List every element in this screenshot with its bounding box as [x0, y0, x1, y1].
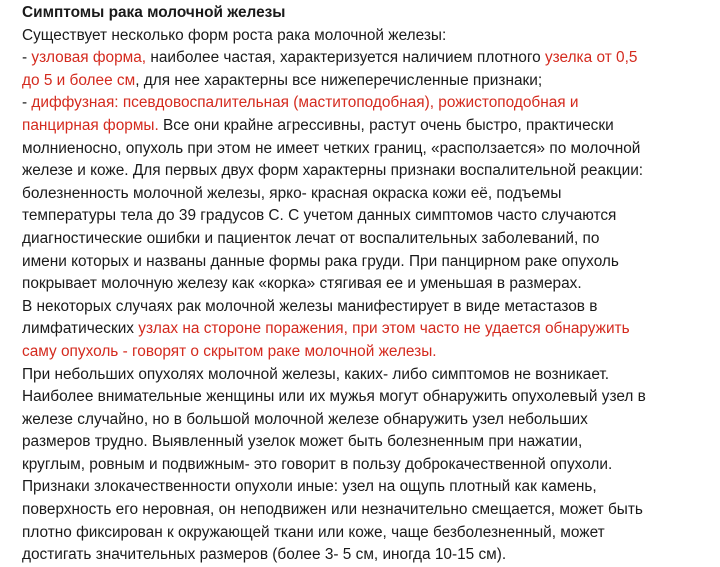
text-line: железе случайно, но в большой молочной железе обнаружить узел небольших — [22, 410, 588, 428]
diffuse-form-line-2 — [22, 115, 712, 138]
document-page — [22, 2, 712, 567]
nodular-form-line-1 — [22, 47, 712, 70]
text-line: В некоторых случаях рак молочной железы манифестирует в виде метастазов в — [22, 297, 598, 315]
diffuse-form-line-1 — [22, 92, 712, 115]
text-line: температуры тела до 39 градусов С. С учетом данных симптомов часто случаются — [22, 207, 617, 225]
text-segment: наиболее частая, характеризуется наличием плотного — [146, 49, 545, 67]
text-line: достигать значительных размеров (более 3- 5 см, иногда 10-15 см). — [22, 546, 507, 564]
text-line: Наиболее внимательные женщины или их мужья могут обнаружить опухолевый узел в — [22, 388, 646, 406]
text-line: При небольших опухолях молочной железы, каких- либо симптомов не возникает. — [22, 365, 609, 383]
text-line: молниеносно, опухоль при этом не имеет четких границ, «расползается» по молочной — [22, 139, 641, 157]
highlight-nodular-form: узловая форма, — [31, 49, 147, 67]
bullet-dash: - — [22, 94, 32, 112]
text-line: плотно фиксирован к окружающей ткани или коже, чаще безболезненный, может — [22, 523, 605, 541]
highlight-nodule-size: узелка от 0,5 — [544, 49, 638, 67]
text-line: круглым, ровным и подвижным- это говорит в пользу доброкачественной опухоли. — [22, 455, 613, 473]
text-line: размеров трудно. Выявленный узелок может быть болезненным при нажатии, — [22, 433, 583, 451]
text-segment: лимфатических — [22, 320, 139, 338]
highlight-armor-form: панцирная формы. — [22, 116, 159, 134]
metastasis-line — [22, 318, 712, 341]
text-line: покрывает молочную железу как «корка» стягивая ее и уменьшая в размерах. — [22, 275, 582, 293]
highlight-hidden-cancer: саму опухоль - говорят о скрытом раке молочной железы. — [22, 342, 437, 360]
highlight-nodule-size-end: до 5 и более см — [22, 71, 136, 89]
text-line: железе и коже. Для первых двух форм характерны признаки воспалительной реакции: — [22, 162, 644, 180]
highlight-diffuse-form: диффузная: псевдовоспалительная (маститоподобная), рожистоподобная и — [31, 94, 579, 112]
highlight-lymph-nodes: узлах на стороне поражения, при этом часто не удается обнаружить — [138, 320, 630, 338]
text-line: диагностические ошибки и пациенток лечат от воспалительных заболеваний, по — [22, 229, 600, 247]
text-line: имени которых и названы данные формы рака груди. При панцирном раке опухоль — [22, 252, 619, 270]
text-segment: Все они крайне агрессивны, растут очень быстро, практически — [158, 116, 614, 134]
text-line: Признаки злокачественности опухоли иные: узел на ощупь плотный как камень, — [22, 478, 597, 496]
document-title: Симптомы рака молочной железы — [22, 4, 286, 21]
nodular-form-line-2 — [22, 70, 712, 93]
text-segment: , для нее характерны все нижеперечисленные признаки; — [135, 71, 543, 89]
text-line: поверхность его неровная, он неподвижен или незначительно смещается, может быть — [22, 501, 643, 519]
bullet-dash: - — [22, 49, 32, 67]
text-line: болезненность молочной железы, ярко- красная окраска кожи её, подъемы — [22, 184, 562, 202]
intro-line: Существует несколько форм роста рака молочной железы: — [22, 26, 447, 44]
